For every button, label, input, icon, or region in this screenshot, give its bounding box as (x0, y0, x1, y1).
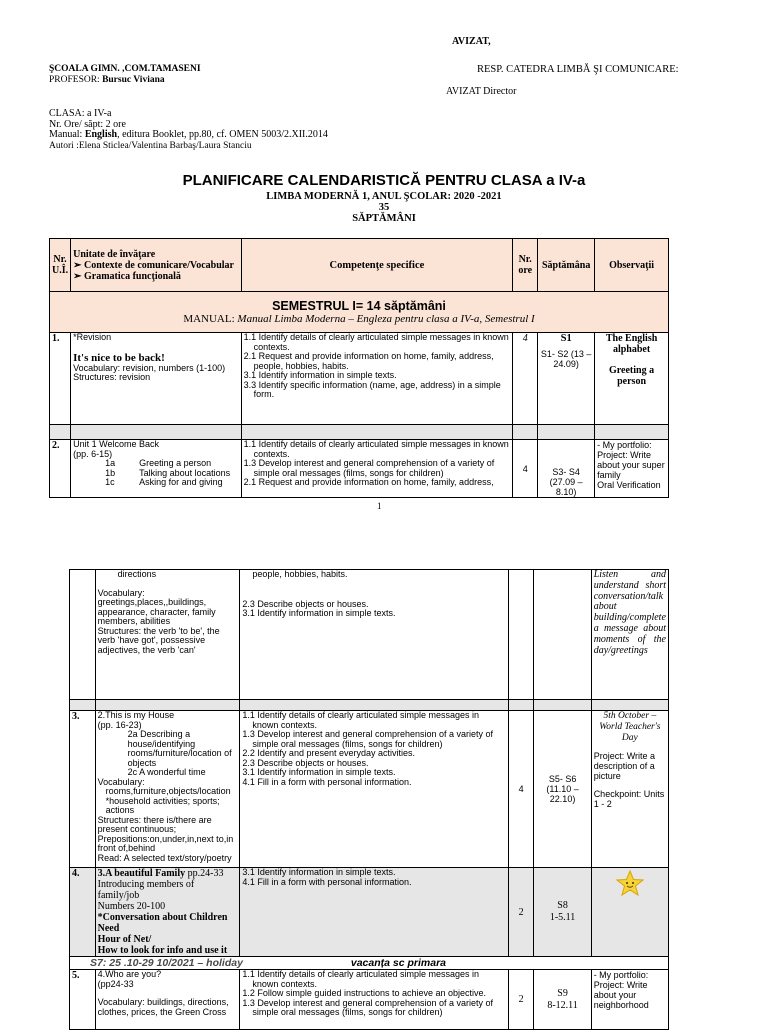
holiday-row (70, 957, 669, 970)
table-row (50, 440, 669, 498)
title-sub (0, 191, 768, 224)
row1-comp-3: 3.1 Identify information in simple texts. (243, 370, 397, 380)
manual-bold: English (84, 129, 118, 140)
col-nr-ui: Nr. U.Î. (50, 239, 71, 292)
row2c-vocab: Vocabulary: greetings,places,,buildings, appearance, character, family members, abilities (97, 587, 216, 626)
row2c-comp-top: people, hobbies, habits. (252, 569, 348, 579)
row1-obs-greeting: Greeting a person (609, 365, 655, 387)
col-observatii: Observaţii (595, 239, 669, 292)
semester-manual-label: MANUAL: (183, 313, 235, 325)
row2-item-code: 1a (105, 458, 116, 468)
row3-obs-date: 5th October – World Teacher's Day (599, 711, 661, 743)
col-unitate-title: Unitate de învăţare (73, 248, 156, 260)
row5-pages: (pp24-33 (97, 978, 134, 989)
table-row (70, 868, 669, 957)
nr-ore: Nr. Ore/ săpt: 2 ore (49, 118, 126, 130)
row1-title: It's nice to be back! (73, 351, 165, 364)
row4-comp (240, 868, 509, 957)
col-unitate (71, 239, 242, 292)
row3-read: Read: A selected text/story/poetry (97, 852, 232, 863)
row1-revision: *Revision (73, 332, 112, 342)
row1-sapt (538, 333, 595, 425)
row5-sapt-range: 8-12.11 (547, 999, 578, 1011)
profesor-line (49, 75, 165, 86)
row1-nr: 1. (50, 333, 71, 425)
row2-obs-portfolio: - My portfolio: Project: Write about your super family (597, 440, 665, 480)
autori: Autori :Elena Sticlea/Valentina Barbaş/Laura Stanciu (49, 140, 252, 151)
table-row (70, 570, 669, 700)
table-row (70, 970, 669, 1030)
col-saptamana: Săptămâna (538, 239, 595, 292)
resp-catedra: RESP. CATEDRA LIMBĂ ŞI COMUNICARE: (477, 64, 679, 75)
row5-comp (240, 970, 509, 1030)
table-row (70, 711, 669, 868)
star-icon (616, 870, 644, 896)
planning-table-page2 (69, 569, 669, 1030)
row4-title-line (98, 868, 238, 879)
row3-vocab-label: Vocabulary: (97, 776, 145, 787)
profesor-name: Bursuc Viviana (102, 75, 165, 85)
col-competente: Competenţe specifice (241, 239, 513, 292)
row5-unit (95, 970, 240, 1030)
row5-nr: 5. (70, 970, 96, 1030)
col-gramatica-text: Gramatica funcţională (84, 270, 181, 282)
row3-comp-5: 3.1 Identify information in simple texts. (242, 767, 396, 777)
clasa: CLASA: a IV-a (49, 108, 112, 119)
avizat-director: AVIZAT Director (446, 86, 517, 97)
row4-nr: 4. (70, 868, 96, 957)
row4-conv: *Conversation about Children Need (97, 912, 228, 934)
row3-vocab: rooms,furniture,objects/location *household activities; sports; actions (105, 786, 231, 815)
row3-struct: Structures: there is/there are present continuous; (97, 814, 212, 834)
page-title: PLANIFICARE CALENDARISTICĂ PENTRU CLASA a IV-a (182, 172, 586, 189)
col-gramatica: ➢ Gramatica funcţională (73, 270, 181, 282)
table-header-row (50, 239, 669, 292)
row1-ore: 4 (513, 333, 538, 425)
row3-item-2a: 2a Describing a house/identifying rooms/furniture/location of objects (127, 729, 232, 768)
row3-ore: 4 (508, 711, 534, 868)
row2-unit-title: Unit 1 Welcome Back (73, 439, 159, 449)
row1-unit (71, 333, 242, 425)
row4-hour: Hour of Net/ (97, 934, 152, 945)
row5-sapt-main: S9 (557, 987, 568, 999)
row1-vocab: Vocabulary: revision, numbers (1-100) (73, 362, 226, 373)
row3-comp-1: 1.1 Identify details of clearly articulated simple messages in known contexts. (242, 710, 480, 730)
manual-rest: , editura Booklet, pp.80, cf. OMEN 5003/2.XII.2014 (117, 129, 328, 140)
row4-intro: Introducing members of family/job (97, 879, 195, 901)
semester-cell (50, 292, 669, 333)
row2-item-text: Asking for and giving (139, 477, 223, 487)
row3-sapt: S5- S6 (11.10 – 22.10) (534, 711, 591, 868)
page-number: 1 (377, 501, 382, 511)
semester-manual-text: Manual Limba Moderna – Engleza pentru clasa a IV-a, Semestrul I (237, 313, 535, 325)
row2c-struct: Structures: the verb 'to be', the verb 'have got', possessive adjectives, the verb 'can' (97, 625, 220, 655)
row4-title: 3.A beautiful Family (97, 868, 186, 879)
avizat-label: AVIZAT, (452, 36, 491, 47)
manual-prefix: Manual: (49, 129, 83, 140)
row1-sapt-main: S1 (560, 333, 572, 344)
row5-sapt (534, 970, 591, 1030)
row1-comp (241, 333, 513, 425)
row3-pages: (pp. 16-23) (97, 719, 142, 730)
title-num: 35 (378, 202, 390, 213)
row3-comp-6: 4.1 Fill in a form with personal information. (242, 776, 412, 787)
row2c-nr (70, 570, 96, 700)
row2-obs-oral: Oral Verification (597, 480, 661, 490)
row1-comp-4: 3.3 Identify specific information (name, age, address) in a simple form. (243, 379, 501, 399)
row5-vocab: Vocabulary: buildings, directions, clothes, prices, the Green Cross (97, 997, 229, 1017)
row4-sapt-main: S8 (557, 900, 568, 911)
row3-item-2c: 2c A wonderful time (127, 767, 206, 777)
row5-comp-1: 1.1 Identify details of clearly articulated simple messages in known contexts. (242, 969, 480, 989)
row2c-comp-1: 2.3 Describe objects or houses. (242, 598, 369, 609)
semester-title: SEMESTRUL I= 14 săptămâni (272, 299, 446, 313)
row4-comp-1: 3.1 Identify information in simple texts. (242, 867, 396, 877)
planning-table-page1 (49, 238, 669, 498)
row2-item-code: 1c (105, 477, 115, 487)
row3-obs (591, 711, 668, 868)
col-contexte-text: Contexte de comunicare/Vocabular (84, 259, 234, 271)
class-info (49, 109, 328, 151)
row2-item-text: Talking about locations (139, 467, 231, 478)
title-subject: LIMBA MODERNĂ 1, ANUL ŞCOLAR: 2020 -2021 (266, 191, 502, 202)
row1-obs (595, 333, 669, 425)
row4-how: How to look for info and use it (97, 945, 228, 956)
row2-comp-3: 2.1 Request and provide information on home, family, address, (243, 477, 494, 487)
row2-pages: (pp. 6-15) (73, 448, 113, 459)
row2-comp-1: 1.1 Identify details of clearly articulated simple messages in known contexts. (243, 439, 509, 459)
title-weeks: SĂPTĂMÂNI (352, 213, 416, 224)
row5-obs: - My portfolio: Project: Write about your neighborhood (591, 970, 668, 1030)
row5-ore: 2 (508, 970, 534, 1030)
row2c-comp-2: 3.1 Identify information in simple texts. (242, 608, 396, 618)
row4-obs (591, 868, 668, 957)
row4-unit (95, 868, 240, 957)
row3-obs-checkpoint: Checkpoint: Units 1 - 2 (593, 789, 665, 810)
row1-sapt-range: S1- S2 (13 – 24.09) (540, 349, 592, 369)
row4-sapt-range: 1-5.11 (549, 912, 576, 923)
row2c-ore (508, 570, 534, 700)
table-row (50, 333, 669, 425)
holiday-left: S7: 25 .10-29 10/2021 – holiday (90, 957, 243, 969)
row3-comp-4: 2.3 Describe objects or houses. (242, 757, 369, 768)
row3-comp-2: 1.3 Develop interest and general comprehension of a variety of simple oral messages (films, songs for children) (242, 729, 494, 749)
row4-sapt (534, 868, 591, 957)
row2-comp (241, 440, 513, 498)
row4-pages: pp.24-33 (185, 868, 224, 879)
row2-nr: 2. (50, 440, 71, 498)
row4-ore: 2 (508, 868, 534, 957)
row3-prep: Prepositions:on,under,in,next to,in front of,behind (97, 833, 234, 853)
row2-item-text: Greeting a person (139, 458, 212, 468)
row1-obs-alphabet: The English alphabet (605, 333, 658, 355)
row2c-unit (95, 570, 240, 700)
row5-comp-3: 1.3 Develop interest and general comprehension of a variety of simple oral messages (films, songs for children) (242, 997, 494, 1017)
row2c-comp (240, 570, 509, 700)
row2-comp-2: 1.3 Develop interest and general comprehension of a variety of simple oral messages (films, songs for children) (243, 458, 495, 478)
holiday-cell (70, 957, 669, 970)
row2-ore: 4 (513, 440, 538, 498)
row1-comp-2: 2.1 Request and provide information on home, family, address, people, hobbies, habits. (243, 351, 494, 371)
semester-row (50, 292, 669, 333)
spacer-row (70, 700, 669, 711)
row2-item-code: 1b (105, 467, 116, 478)
row2c-directions: directions (117, 569, 157, 579)
row2-item (73, 478, 239, 488)
semester-manual (52, 313, 666, 325)
manual-line (49, 130, 328, 141)
row4-comp-2: 4.1 Fill in a form with personal information. (242, 876, 412, 887)
row1-struct: Structures: revision (73, 372, 151, 382)
holiday-right: vacanța sc primara (350, 957, 447, 969)
row2c-sapt (534, 570, 591, 700)
row2-unit (71, 440, 242, 498)
row5-unit-title: 4.Who are you? (97, 969, 162, 979)
row3-unit (95, 711, 240, 868)
school-name: ŞCOALA GIMN. ,COM.TAMASENI (49, 64, 201, 74)
col-contexte: ➢ Contexte de comunicare/Vocabular (73, 259, 234, 271)
row2c-obs: Listen and understand short conversation/talk about building/complete a message about moments of the day/greetings (591, 570, 668, 700)
row3-comp (240, 711, 509, 868)
row5-comp-2: 1.2 Follow simple guided instructions to achieve an objective. (242, 988, 487, 998)
col-nr-ore: Nr. ore (513, 239, 538, 292)
row3-comp-3: 2.2 Identify and present everyday activities. (242, 748, 416, 758)
row3-nr: 3. (70, 711, 96, 868)
row1-comp-1: 1.1 Identify details of clearly articulated simple messages in known contexts. (243, 332, 509, 352)
profesor-label: PROFESOR: (49, 75, 100, 85)
row4-numbers: Numbers 20-100 (97, 901, 166, 912)
spacer-row (50, 425, 669, 440)
row2-sapt: S3- S4 (27.09 – 8.10) (538, 440, 595, 498)
row2-obs (595, 440, 669, 498)
row3-obs-project: Project: Write a description of a picture (593, 751, 656, 782)
row3-unit-title: 2.This is my House (97, 710, 175, 720)
